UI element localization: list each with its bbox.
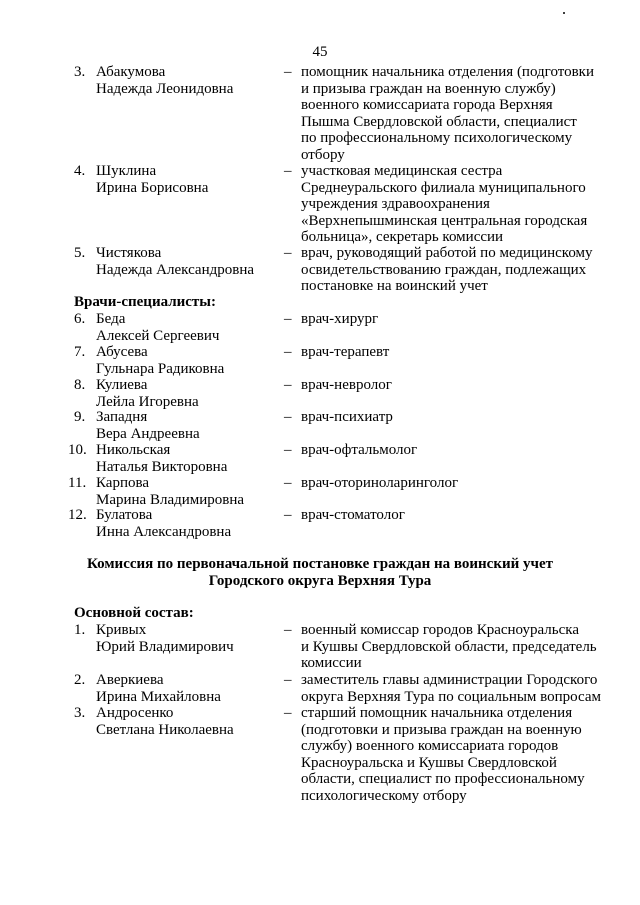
entry-dash: –: [284, 507, 292, 523]
entry-surname: Аверкиева: [96, 672, 164, 688]
entry-number: 9.: [74, 409, 86, 425]
specialists-heading: Врачи-специалисты:: [74, 294, 217, 310]
entry-role: помощник начальника отделения (подготовки и призыва граждан на военную службу) военного комиссариата города Верхняя Пышма Свердловской области, специалист по профессиональному психологическому отбору: [301, 64, 594, 163]
entry-number: 2.: [74, 672, 86, 688]
scan-dot: [563, 12, 565, 14]
entry-surname: Карпова: [96, 475, 150, 491]
entry-given-names: Ирина Михайловна: [96, 688, 221, 705]
entry-role: врач-невролог: [301, 377, 392, 393]
entry-given-names: Надежда Александровна: [96, 261, 254, 278]
entry-given-names: Надежда Леонидовна: [96, 80, 234, 97]
main-composition-heading: Основной состав:: [74, 605, 194, 621]
entry-number: 7.: [74, 344, 86, 360]
entry-surname: Беда: [96, 311, 126, 327]
entry-role: старший помощник начальника отделения (подготовки и призыва граждан на военную службу) военного комиссариата городов Красноуральска и Кушвы Свердловской области, специалист по профессиональному психологическому отбору: [301, 705, 585, 804]
entry-given-names: Наталья Викторовна: [96, 458, 228, 475]
entry-surname: Кулиева: [96, 377, 148, 393]
entry-dash: –: [284, 344, 292, 360]
entry-given-names: Алексей Сергеевич: [96, 327, 220, 344]
entry-surname: Булатова: [96, 507, 153, 523]
entry-surname: Никольская: [96, 442, 171, 458]
entry-number: 6.: [74, 311, 86, 327]
entry-dash: –: [284, 311, 292, 327]
entry-role: врач, руководящий работой по медицинскому освидетельствованию граждан, подлежащих постановке на воинский учет: [301, 245, 593, 294]
entry-dash: –: [284, 377, 292, 393]
entry-given-names: Светлана Николаевна: [96, 721, 234, 738]
entry-number: 3.: [74, 705, 86, 721]
entry-number: 3.: [74, 64, 86, 80]
entry-number: 1.: [74, 622, 86, 638]
entry-role: военный комиссар городов Красноуральска и Кушвы Свердловской области, председатель комиссии: [301, 622, 597, 671]
entry-dash: –: [284, 475, 292, 491]
entry-dash: –: [284, 163, 292, 179]
commission-title: Комиссия по первоначальной постановке граждан на воинский учет Городского округа Верхняя Тура: [87, 556, 553, 589]
entry-number: 12.: [68, 507, 87, 523]
entry-number: 5.: [74, 245, 86, 261]
entry-role: врач-стоматолог: [301, 507, 405, 523]
entry-role: врач-хирург: [301, 311, 379, 327]
entry-given-names: Гульнара Радиковна: [96, 360, 225, 377]
entry-surname: Кривых: [96, 622, 147, 638]
entry-dash: –: [284, 622, 292, 638]
entry-dash: –: [284, 705, 292, 721]
entry-role: заместитель главы администрации Городского округа Верхняя Тура по социальным вопросам: [301, 672, 602, 705]
entry-dash: –: [284, 409, 292, 425]
entry-dash: –: [284, 245, 292, 261]
entry-given-names: Ирина Борисовна: [96, 179, 209, 196]
entry-number: 4.: [74, 163, 86, 179]
page-number: 45: [312, 44, 328, 60]
entry-dash: –: [284, 672, 292, 688]
entry-surname: Западня: [96, 409, 148, 425]
entry-role: врач-терапевт: [301, 344, 390, 360]
entry-role: участковая медицинская сестра Среднеуральского филиала муниципального учреждения здравоохранения «Верхнепышминская центральная городская больница», секретарь комиссии: [301, 163, 588, 245]
entry-surname: Чистякова: [96, 245, 162, 261]
entry-dash: –: [284, 442, 292, 458]
entry-surname: Абакумова: [96, 64, 166, 80]
entry-given-names: Юрий Владимирович: [96, 638, 234, 655]
entry-role: врач-оториноларинголог: [301, 475, 459, 491]
entry-dash: –: [284, 64, 292, 80]
entry-given-names: Инна Александровна: [96, 523, 232, 540]
entry-surname: Абусева: [96, 344, 148, 360]
entry-number: 11.: [68, 475, 87, 491]
entry-role: врач-психиатр: [301, 409, 393, 425]
entry-given-names: Лейла Игоревна: [96, 393, 199, 410]
entry-number: 10.: [68, 442, 87, 458]
entry-given-names: Вера Андреевна: [96, 425, 200, 442]
entry-surname: Шуклина: [96, 163, 157, 179]
entry-number: 8.: [74, 377, 86, 393]
entry-given-names: Марина Владимировна: [96, 491, 245, 508]
entry-role: врач-офтальмолог: [301, 442, 418, 458]
entry-surname: Андросенко: [96, 705, 174, 721]
